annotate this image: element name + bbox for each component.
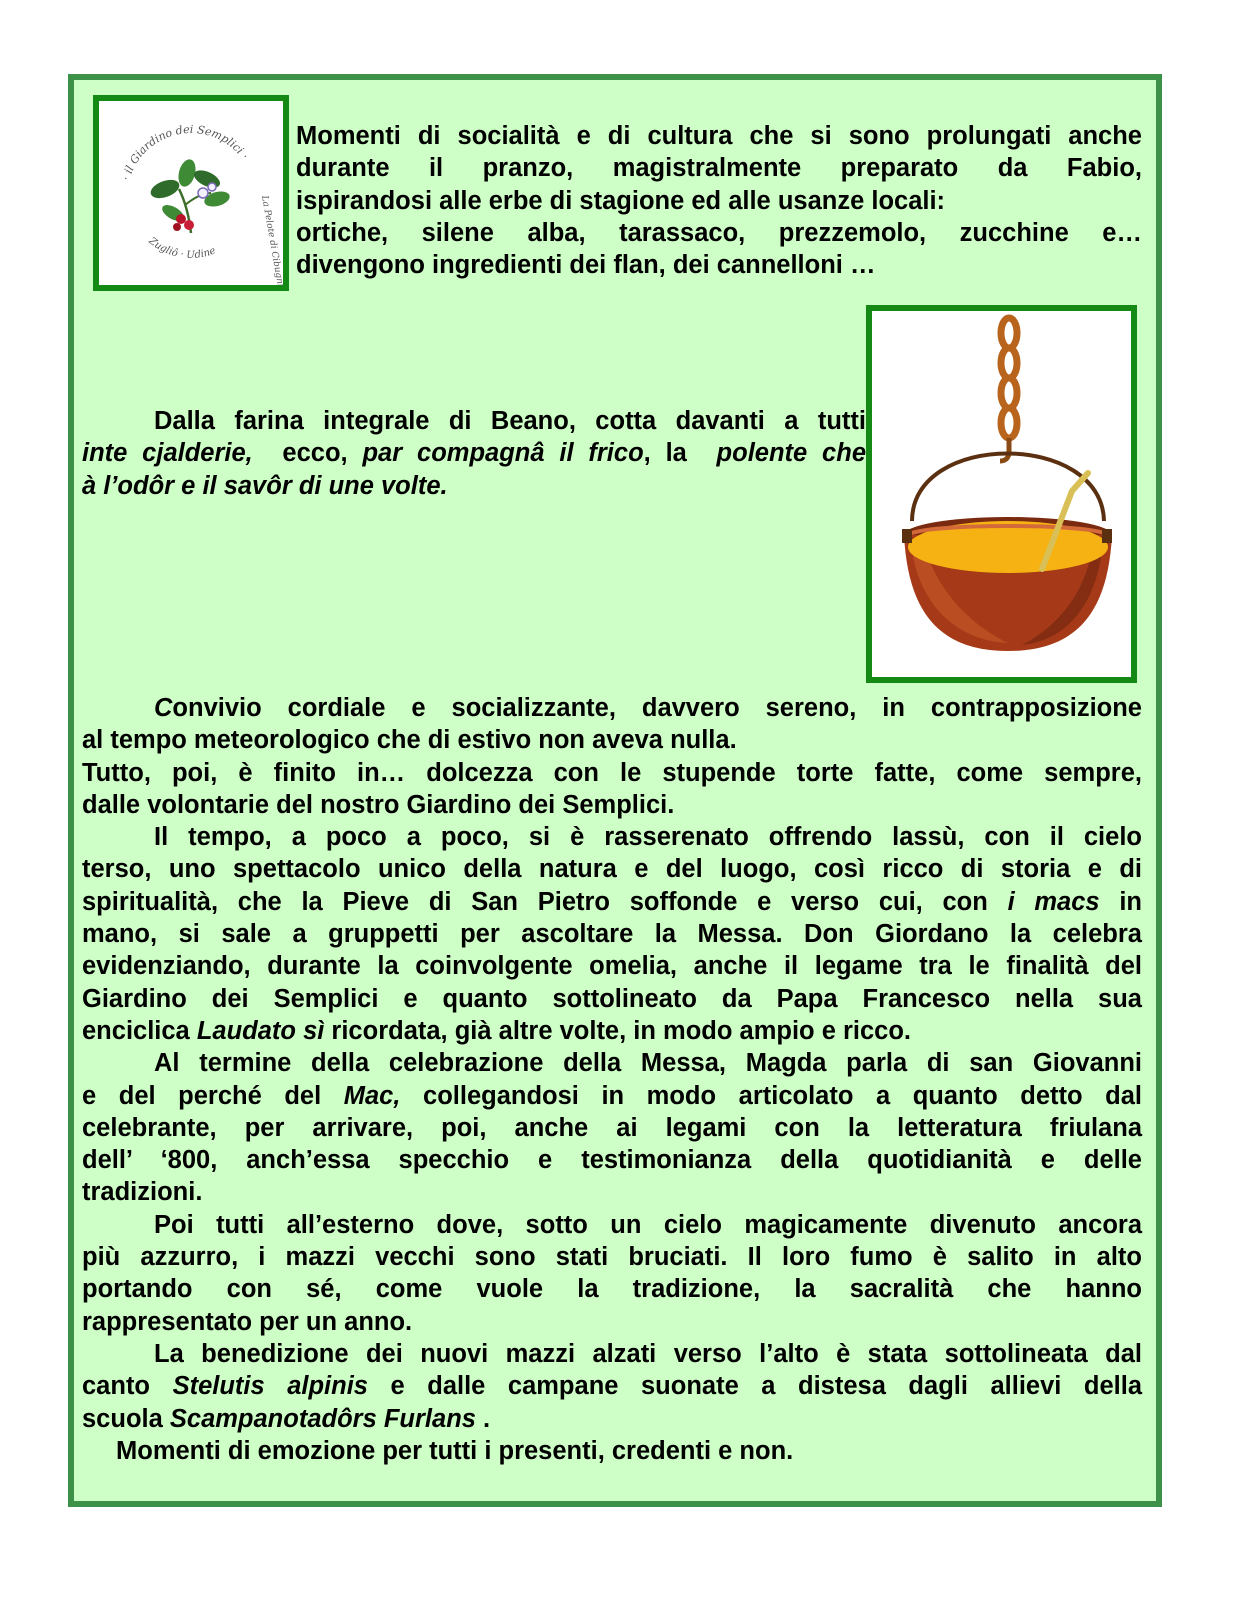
body-text-segment: enciclica: [82, 1016, 197, 1045]
polenta-text: , la: [643, 439, 717, 468]
closing-line: Momenti di emozione per tutti i presenti, credenti e non.: [116, 1436, 794, 1465]
body-line: La benedizione dei nuovi mazzi alzati verso l’alto è stata sottolineata dal: [154, 1339, 1142, 1368]
logo-frame: [93, 95, 289, 291]
giardino-logo-icon: [99, 101, 283, 285]
intro-line: divengono ingredienti dei flan, dei cannelloni …: [296, 251, 876, 280]
body-text-segment: Stelutis alpinis: [172, 1372, 368, 1401]
svg-text:· il Giardino dei Semplici ·: · il Giardino dei Semplici ·: [119, 122, 252, 182]
body-line: Al termine della celebrazione della Messa, Magda parla di san Giovanni: [154, 1049, 1142, 1078]
polenta-line-1: Dalla farina integrale di Beano, cotta davanti a tutti: [154, 407, 866, 435]
polenta-cauldron-icon: [872, 311, 1131, 677]
body-line: Poi tutti all’esterno dove, sotto un cielo magicamente divenuto ancora: [154, 1210, 1142, 1239]
body-line: [82, 1080, 1142, 1112]
body-line: [82, 1403, 1142, 1435]
body-line: terso, uno spettacolo unico della natura e del luogo, così ricco di storia e di: [82, 855, 1142, 884]
body-line: Giardino dei Semplici e quanto sottolineato da Papa Francesco nella sua: [82, 984, 1142, 1013]
body-line: Tutto, poi, è finito in… dolcezza con le stupende torte fatte, come sempre,: [82, 758, 1142, 787]
intro-line: ispirandosi alle erbe di stagione ed alle usanze locali:: [296, 186, 946, 215]
body-text-segment: e dalle campane suonate a distesa dagli allievi della: [367, 1372, 1143, 1401]
body-line: celebrante, per arrivare, poi, anche ai legami con la letteratura friulana: [82, 1113, 1142, 1142]
body-text-segment: scuola: [82, 1404, 170, 1433]
body-text-segment: .: [475, 1404, 491, 1433]
body-text-segment: canto: [82, 1372, 173, 1401]
polenta-line-2: [82, 437, 866, 469]
body-text-segment: i macs: [1007, 887, 1100, 916]
body-line: rappresentato per un anno.: [82, 1307, 413, 1336]
polenta-text: polente che: [716, 439, 866, 468]
polenta-cauldron-frame: [866, 305, 1137, 683]
intro-line: durante il pranzo, magistralmente preparato da Fabio,: [296, 154, 1142, 183]
body-text-segment: collegandosi in modo articolato a quanto detto dal: [400, 1081, 1142, 1110]
body-line: [82, 1370, 1142, 1402]
polenta-paragraph: [82, 405, 866, 502]
body-text-segment: Mac,: [343, 1081, 401, 1110]
body-line: [82, 886, 1142, 918]
body-line: evidenziando, durante la coinvolgente omelia, anche il legame tra le finalità del: [82, 952, 1142, 981]
svg-text:La Pelote di Cibugnis: La Pelote di Cibugnis: [259, 194, 283, 285]
polenta-text: ecco,: [252, 439, 363, 468]
herb-sprig-icon: [148, 157, 231, 233]
body-line: dell’ ‘800, anch’essa specchio e testimonianza della quotidianità e delle: [82, 1146, 1142, 1175]
polenta-line-3: à l’odôr e il savôr di une volte.: [82, 471, 448, 500]
body-text-segment: in: [1099, 887, 1143, 916]
body-line: Il tempo, a poco a poco, si è rasserenato offrendo lassù, con il cielo: [154, 823, 1142, 852]
svg-text:Zugliô · Udine: Zugliô · Udine: [146, 235, 218, 261]
polenta-text: inte cjalderie,: [82, 439, 253, 468]
body-line: più azzurro, i mazzi vecchi sono stati bruciati. Il loro fumo è salito in alto: [82, 1243, 1142, 1272]
body-line: mano, si sale a gruppetti per ascoltare la Messa. Don Giordano la celebra: [82, 920, 1142, 949]
intro-line: ortiche, silene alba, tarassaco, prezzemolo, zucchine e…: [296, 218, 1142, 247]
intro-paragraph: [296, 120, 1142, 281]
intro-line: Momenti di socialità e di cultura che si sono prolungati anche: [296, 122, 1142, 150]
body-line: portando con sé, come vuole la tradizione, la sacralità che hanno: [82, 1275, 1142, 1304]
body-text-segment: Laudato sì: [196, 1016, 325, 1045]
body-line: [82, 1015, 1142, 1047]
drop-cap: C: [154, 694, 173, 722]
body-line: tradizioni.: [82, 1178, 203, 1207]
body-line: dalle volontarie del nostro Giardino dei Semplici.: [82, 790, 675, 819]
body-text-segment: e del perché del: [82, 1081, 344, 1110]
body-text-segment: spiritualità, che la Pieve di San Pietro soffonde e verso cui, con: [82, 887, 1008, 916]
body-text-segment: ricordata, già altre volte, in modo ampio e ricco.: [324, 1016, 911, 1045]
body-text: [82, 692, 1142, 1467]
body-line: al tempo meteorologico che di estivo non aveva nulla.: [82, 726, 737, 755]
body-text-segment: Scampanotadôrs Furlans: [169, 1404, 476, 1433]
body-text-segment: onvivio cordiale e socializzante, davvero sereno, in contrapposizione: [172, 694, 1142, 722]
body-line: [82, 692, 1142, 724]
polenta-text: par compagnâ il frico: [362, 439, 644, 468]
